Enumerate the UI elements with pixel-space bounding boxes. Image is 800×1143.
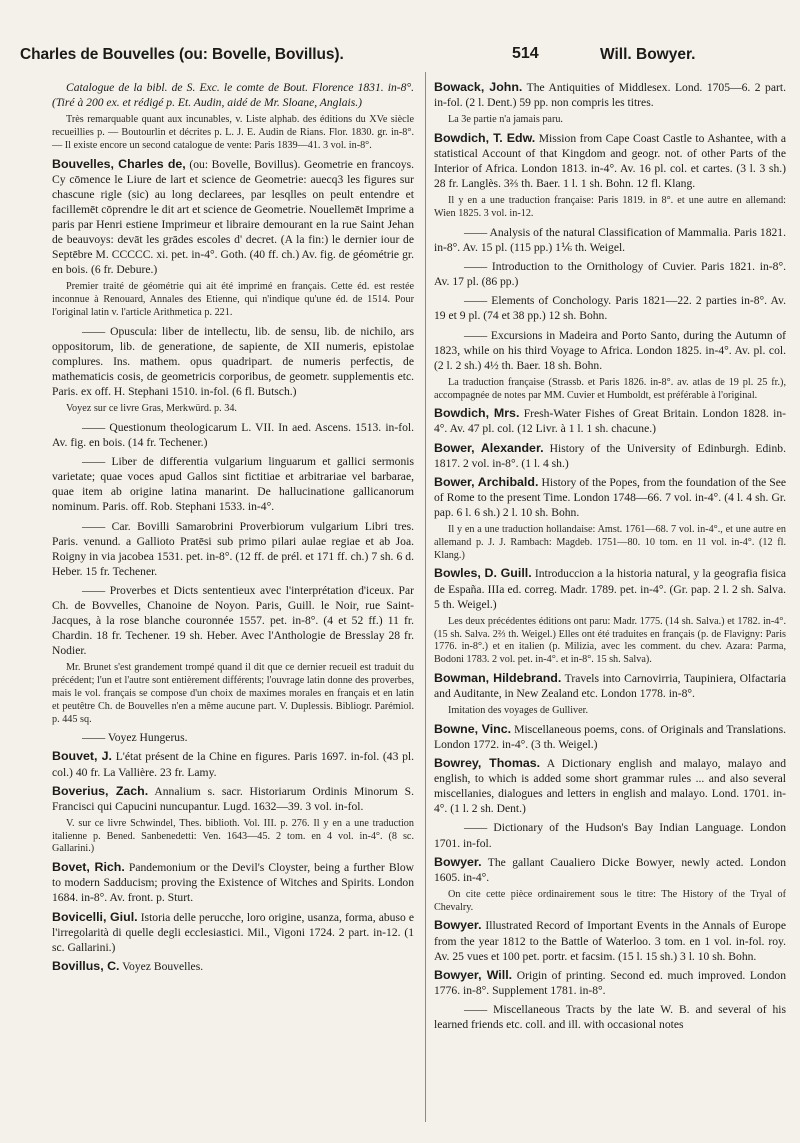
entry-head	[434, 566, 786, 611]
entry-head	[52, 860, 414, 905]
headword: Bowdich, T. Edw.	[434, 130, 536, 145]
entry-head	[52, 749, 414, 779]
headword: Bowyer.	[434, 854, 482, 869]
entry-note: Il y en a une traduction hollandaise: Amst. 1761—68. 7 vol. in-4°., et une autre en allemand p. J. J. Rambach: Magdeb. 1751—80. 10 tom. en 11 vol. in-4°. (12 fl. Klang.)	[434, 524, 786, 561]
headword: Bowdich, Mrs.	[434, 406, 520, 421]
entry-sub: —— Liber de differentia vulgarium linguarum et gallici sermonis varietate; quae voces apud Gallos sint fictitiae et arbitrariae vel barbarae, quae item ab origine latina manarint. De hallucinatione gallicanorum nominum. Paris. off. Rob. Stephani 1533. in-4°.	[52, 455, 414, 514]
right-column	[434, 80, 786, 1036]
headword: Bouvet, J.	[52, 749, 113, 764]
entry-note: Imitation des voyages de Gulliver.	[448, 705, 589, 717]
entry-note: Très remarquable quant aux incunables, v. Liste alphab. des éditions du XVe siècle recueillies p. — Boutourlin et décrites p. L. J. E. Audin de Rians. Flor. 1830. gr. in-8°. — Il existe encore un second catalogue de vente: Paris 1839—41. 3 vol. in-8°.	[52, 114, 414, 151]
entry-note: Les deux précédentes éditions ont paru: Madr. 1775. (14 sh. Salva.) et 1782. in-4°. (15 sh. Salva. 2⅔ th. Weigel.) Elles ont été traduites en français (p. de Flavigny: Paris 1776. in-8°.) et en italien (p. Milizia, avec les comment. du chev. Azara: Parma, Bodoni 1783. 2 vol. pet. in-4°. et in-8°. 15 sh. Salva).	[434, 615, 786, 666]
headword: Bowrey, Thomas.	[434, 756, 541, 771]
entry-head	[52, 157, 414, 278]
entry-note: La traduction française (Strassb. et Paris 1826. in-8°. av. atlas de 19 pl. 25 fr.), accompagnée de notes par MM. Cuvier et Humboldt, est préférable à l'original.	[434, 376, 786, 401]
entry-text: Miscellaneous poems, cons. of Originals and Translations. London 1772. in-4°. (3 th. Weigel.)	[434, 722, 786, 751]
left-column	[52, 80, 414, 978]
entry-note: Mr. Brunet s'est grandement trompé quand il dit que ce dernier recueil est traduit du précédent; l'un et l'autre sont entièrement différents; l'ouvrage latin donne des proverbes, mais le vol. français se compose d'un choix de maximes morales en français et en latin et peutêtre Ch. de Bouvelles n'en a même aucune part. V. Duplessis. Bibliogr. Parémiol. p. 445 sq.	[52, 662, 414, 725]
entry-head	[434, 918, 786, 963]
entry-note: Voyez sur ce livre Gras, Merkwürd. p. 34.	[66, 403, 237, 415]
entry-sub: —— Voyez Hungerus.	[82, 731, 188, 745]
headword: Bovicelli, Giul.	[52, 909, 138, 924]
entry-sub: —— Analysis of the natural Classification of Mammalia. Paris 1821. in-8°. Av. 15 pl. (115 pp.) 1⅙ th. Weigel.	[434, 225, 786, 255]
entry-head	[434, 968, 786, 998]
entry-head	[434, 406, 786, 436]
entry-text: Pandemonium or the Devil's Cloyster, being a further Blow to modern Sadducism; proving the Existence of Witches and Spirits. London 1684. in-8°. Av. front. p. Sturt.	[52, 861, 414, 905]
entry-text: Introduccion a la historia natural, y la geografia fisica de España. IIIa ed. correg. Madr. 1789. pet. in-4°. (Gr. pap. 2 l. 2 sh. Salva. 5 th. Weigel.)	[434, 567, 786, 611]
headword: Bower, Archibald.	[434, 474, 539, 489]
entry-text: History of the University of Edinburgh. Edinb. 1817. 2 vol. in-8°. (1 l. 4 sh.)	[434, 441, 786, 470]
headword: Bowack, John.	[434, 80, 523, 94]
entry-head	[434, 756, 786, 816]
entry-head	[52, 784, 414, 814]
entry-head	[52, 959, 414, 974]
entry-head	[434, 475, 786, 520]
entry-intro: Catalogue de la bibl. de S. Exc. le comte de Bout. Florence 1831. in-8°. (Tiré à 200 ex. et rédigé p. Et. Audin, aidé de Mr. Sloane, Anglais.)	[52, 81, 414, 110]
running-header-right: Will. Bowyer.	[600, 46, 696, 63]
entry-text: Travels into Carnovirria, Taupiniera, Olfactaria and Auditante, in New Zealand etc. London 1778. in-8°.	[434, 671, 787, 700]
entry-note: La 3e partie n'a jamais paru.	[448, 114, 563, 126]
running-header-left: Charles de Bouvelles (ou: Bovelle, Bovillus).	[20, 46, 344, 63]
headword: Boverius, Zach.	[52, 783, 149, 798]
column-divider	[425, 72, 426, 1122]
entry-head	[434, 671, 786, 701]
headword: Bouvelles, Charles de,	[52, 156, 186, 171]
entry-head	[434, 441, 786, 471]
headword: Bowman, Hildebrand.	[434, 670, 562, 685]
headword: Bowyer.	[434, 918, 482, 933]
entry-note: V. sur ce livre Schwindel, Thes. biblioth. Vol. III. p. 276. Il y en a une traduction italienne p. Bened. Sanbenedetti: Ven. 1643—45. 2 tom. en 4 vol. in-4°. (8 sc. Gallarini.)	[52, 817, 414, 855]
entry-note: On cite cette pièce ordinairement sous le titre: The History of the Tryal of Chevalry.	[434, 888, 786, 913]
headword: Bovet, Rich.	[52, 860, 125, 875]
entry-sub: —— Elements of Conchology. Paris 1821—22. 2 parties in-8°. Av. 19 et 9 pl. (74 et 38 pp.) 12 sh. Bohn.	[434, 294, 786, 323]
entry-sub: —— Introduction to the Ornithology of Cuvier. Paris 1821. in-8°. Av. 17 pl. (86 pp.)	[434, 260, 786, 289]
entry-text: Mission from Cape Coast Castle to Ashantee, with a statistical Account of that Kingdom and geogr. not. of other Parts of the Interior of Africa. London 1813. in-4°. Av. 16 pl. col. et cartes. (3 l. 3 sh.) 28 fr. Langlès. 3⅔ th. Baer. 1 l. 1 sh. Bohn. 12 fl. Klang.	[434, 131, 787, 191]
entry-sub: —— Miscellaneous Tracts by the late W. B. and several of his learned friends etc. coll. and ill. with occasional notes	[434, 1002, 786, 1031]
entry-sub: —— Proverbes et Dicts sententieux avec l'interprétation d'iceux. Par Ch. de Bovvelles, Chanoine de Noyon. Paris, Guill. le Noir, rue Saint-Jacques, à la rose blanche couronnée 1557. pet. in-8°. (4 et 52 ff.) 11 fr. Chardin. 18 fr. Techener. 19 sh. Heber. Avec l'Anthologie de Bresslay 28 fr. Nodier.	[52, 583, 414, 658]
entry-text: History of the Popes, from the foundation of the See of Rome to the present Time. London 1748—66. 7 vol. in-4°. (4 l. 4 sh. Gr. pap. 6 l. 6 sh.) 2 l. 10 sh. Bohn.	[434, 475, 786, 519]
entry-sub: —— Dictionary of the Hudson's Bay Indian Language. London 1701. in-fol.	[434, 821, 786, 850]
entry-head	[434, 855, 786, 885]
entry-text: Fresh-Water Fishes of Great Britain. London 1828. in-4°. Av. 47 pl. col. (12 Livr. à 1 l. 1 sh. chacune.)	[434, 407, 786, 436]
entry-sub: —— Excursions in Madeira and Porto Santo, during the Autumn of 1823, while on his third Voyage to Africa. London 1825. in-4°. Av. pl. col. (2 l. 2 sh.) 4½ th. Baer. 18 sh. Bohn.	[434, 328, 786, 372]
entry-head	[434, 131, 786, 191]
entry-text: A Dictionary english and malayo, malayo and english, to which is added some short grammar rules ... and also several miscellanies, dialogues and letters in english and malayo. Lond. 1701. in-4°. (1 l. 2 sh. Dent.)	[434, 757, 786, 816]
entry-text: Illustrated Record of Important Events in the Annals of Europe from the year 1812 to the Battle of Waterloo. 3 tom. en 1 vol. in-fol. roy. Av. 25 vues et 100 pet. portr. et facsim. (15 l. 15 sh.) 3 l. 10 sh. Bohn.	[434, 919, 786, 963]
entry-text: L'état présent de la Chine en figures. Paris 1697. in-fol. (43 pl. col.) 40 fr. La Vallière. 23 fr. Lamy.	[52, 750, 414, 779]
entry-note: Premier traité de géométrie qui ait été imprimé en français. Cette éd. est restée inconnue à Renouard, Annales des Etienne, qui n'indique qu'une éd. de 1514. Pour l'original latin v. l'article Arithmetica p. 221.	[52, 281, 414, 318]
entry-sub: —— Opuscula: liber de intellectu, lib. de sensu, lib. de nichilo, ars oppositorum, lib. de generatione, de sapiente, de XII numeris, epistolae complures. Ins. mathem. opus quadripart. de numeris perfectis, de mathematicis cosis, de geometricis corporibus, de geometr. supplementis etc. Paris. ex off. H. Stephani 1510. in-fol. (6 fl. Butsch.)	[52, 324, 414, 399]
headword: Bower, Alexander.	[434, 440, 544, 455]
entry-text: Annalium s. sacr. Historiarum Ordinis Minorum S. Francisci qui Capucini nuncupantur. Lugd. 1632—39. 3 vol. in-fol.	[52, 784, 414, 813]
entry-text: (ou: Bovelle, Bovillus). Geometrie en francoys. Cy cōmence le Liure de lart et science de Geometrie: auecq3 les figures sur chascune rigle (sic) au long declarees, par lesqlles on peult entendre et facillemēt cōprendre le dit art et science de Geometrie. Nouellemēt Imprime a paris par Henri estiene Imprimeur et libraire demourant en la rue Saint Jehan de beauvoys: devāt les grādes escoles d' decret. (A la fin:) le dernier iour de Septēbre M. CCCCC. xi. pet. in-4°. Goth. (40 ff. ch.) Av. fig. de géométrie gr. en bois. (6 fr. Debure.)	[52, 157, 414, 277]
headword: Bovillus, C.	[52, 958, 120, 973]
entry-sub: —— Questionum theologicarum L. VII. In aed. Ascens. 1513. in-fol. Av. fig. en bois. (14 fr. Techener.)	[52, 420, 414, 450]
entry-text: The gallant Caualiero Dicke Bowyer, newly acted. London 1605. in-4°.	[434, 855, 786, 884]
entry-head	[52, 910, 414, 955]
entry-text: Origin of printing. Second ed. much improved. London 1776. in-8°. Supplement 1781. in-8°.	[434, 968, 786, 997]
entry-text: Voyez Bouvelles.	[119, 959, 204, 973]
entry-note: Il y en a une traduction française: Paris 1819. in 8°. et une autre en allemand: Wien 1825. 3 vol. in-12.	[434, 195, 786, 220]
entry-text: The Antiquities of Middlesex. Lond. 1705—6. 2 part. in-fol. (2 l. Dent.) 59 pp. non compris les titres.	[434, 81, 786, 110]
entry-head	[434, 80, 786, 110]
page-number: 514	[512, 45, 539, 62]
entry-text: Istoria delle perucche, loro origine, usanza, forma, abuso e l'irregolarità di quelle degli ecclesiastici. Mil., Vigoni 1724. 2 part. in-12. (1 sc. Gallarini.)	[52, 910, 414, 954]
headword: Bowles, D. Guill.	[434, 566, 532, 581]
entry-sub: —— Car. Bovilli Samarobrini Proverbiorum vulgarium Libri tres. Paris. venund. a Gallioto Pratēsi sub primo pilari aulae regiae et ab Joa. Roigny in via jacobea 1531. pet. in-8°. (12 ff. de prél. et 171 ff. ch.) 7 sh. 6 d. Heber. 15 fr. Techener.	[52, 519, 414, 578]
headword: Bowyer, Will.	[434, 967, 513, 982]
entry-head	[434, 722, 786, 752]
headword: Bowne, Vinc.	[434, 721, 512, 736]
